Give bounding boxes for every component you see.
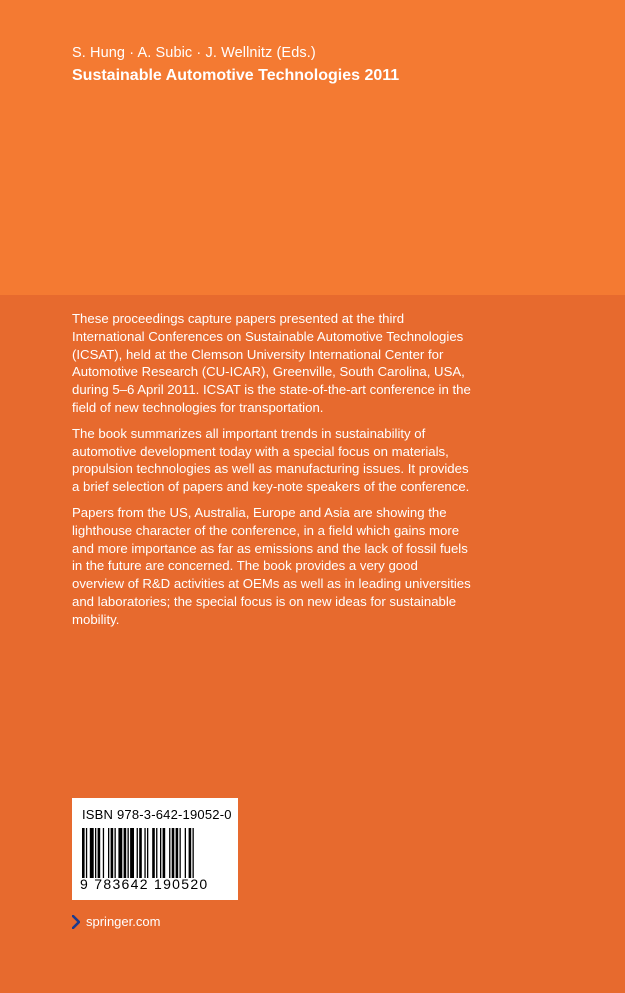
- barcode-bar: [163, 828, 166, 878]
- barcode-bar: [82, 828, 85, 878]
- barcode-bar: [128, 828, 129, 878]
- book-title: Sustainable Automotive Technologies 2011: [72, 67, 400, 84]
- barcode-bar: [147, 828, 148, 878]
- barcode-bar: [180, 828, 181, 878]
- barcode-bar: [193, 828, 194, 878]
- publisher-url: springer.com: [86, 914, 161, 929]
- barcode-bar: [160, 828, 161, 878]
- chevron-right-icon: [72, 915, 80, 929]
- barcode-bar: [90, 828, 94, 878]
- ean-digits: 9 783642 190520: [80, 876, 209, 892]
- barcode-bar: [118, 828, 122, 878]
- description-paragraph-3: Papers from the US, Australia, Europe and Asia are showing the lighthouse character of the conference, in a field which gains more and more importance as far as emissions and the lack of fossil fuels in the future are concerned. The book provides a very good overview of R&D activities at OEMs as well as in leading universities and laboratories; the special focus is on new ideas for sustainable mobility.: [72, 504, 471, 627]
- barcode-bar: [189, 828, 192, 878]
- isbn-label: ISBN 978-3-642-19052-0: [82, 807, 232, 822]
- barcode-bar: [115, 828, 116, 878]
- description-paragraph-2: The book summarizes all important trends in sustainability of automotive development today with a special focus on materials, propulsion technologies as well as manufacturing issues. It provides a brief selection of papers and key-note speakers of the conference.: [72, 425, 470, 495]
- description-paragraph-1: These proceedings capture papers presented at the third International Conferences on Sustainable Automotive Technologies (ICSAT), held at the Clemson University International Center for Automotive Research (CU-ICAR), Greenville, South Carolina, USA, during 5–6 April 2011. ICSAT is the state-of-the-art conference in the field of new technologies for transportation.: [72, 311, 471, 415]
- barcode-bar: [176, 828, 179, 878]
- barcode-bar: [111, 828, 114, 878]
- barcode-bar: [108, 828, 109, 878]
- barcode-bar: [172, 828, 175, 878]
- barcode-bar: [98, 828, 101, 878]
- isbn-barcode-box: [72, 798, 238, 900]
- barcode-bar: [103, 828, 104, 878]
- barcode-bar: [144, 828, 145, 878]
- barcode-bar: [152, 828, 155, 878]
- barcode-bar: [185, 828, 186, 878]
- barcode-bar: [130, 828, 134, 878]
- barcode-bar: [86, 828, 87, 878]
- description-text: [72, 310, 472, 637]
- barcode-bar: [95, 828, 96, 878]
- barcode-bar: [156, 828, 157, 878]
- barcode-graphic: [82, 828, 228, 878]
- barcode-bar: [139, 828, 142, 878]
- barcode-bar: [137, 828, 138, 878]
- editors-line: S. Hung · A. Subic · J. Wellnitz (Eds.): [72, 45, 316, 61]
- barcode-bar: [169, 828, 170, 878]
- barcode-bar: [124, 828, 127, 878]
- publisher-link[interactable]: [72, 914, 160, 929]
